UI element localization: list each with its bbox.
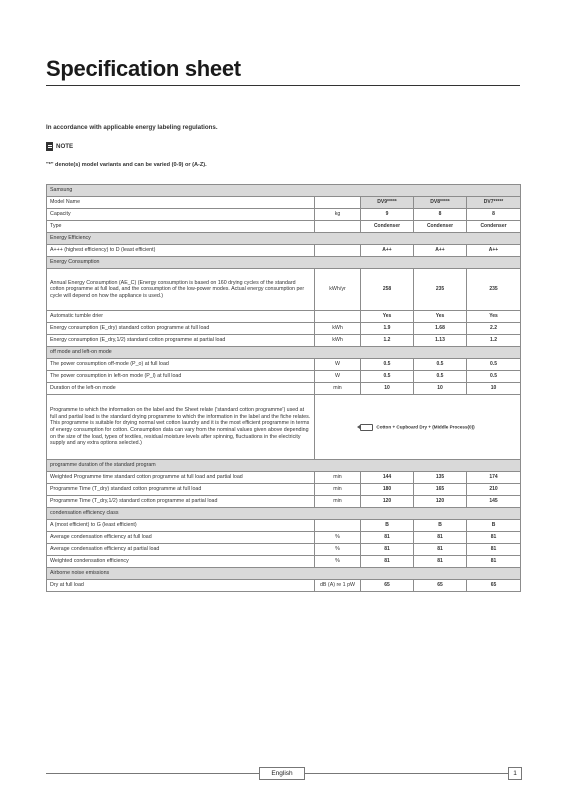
value-cell: 81 — [467, 544, 521, 556]
condensation-partial-row — [47, 544, 521, 556]
value-cell: 81 — [361, 544, 414, 556]
value-cell: 120 — [414, 496, 467, 508]
model-name-cell: DV8***** — [414, 197, 467, 209]
row-unit: dB (A) re 1 pW — [315, 580, 361, 592]
row-label: Annual Energy Consumption (AE_C) (Energy consumption is based on 160 drying cycles of the standard cotton programme at full load, and the consumption of the low-power modes. Actual energy consumption per cycle will depend on how the appliance is used.) — [47, 269, 315, 311]
model-name-cell: DV9***** — [361, 197, 414, 209]
row-unit — [315, 520, 361, 532]
automatic-drier-row — [47, 311, 521, 323]
row-unit — [315, 311, 361, 323]
section-energy-consumption — [47, 257, 521, 269]
capacity-row — [47, 209, 521, 221]
value-cell: 174 — [467, 472, 521, 484]
row-unit: % — [315, 532, 361, 544]
value-cell: 0.5 — [414, 359, 467, 371]
value-cell: B — [414, 520, 467, 532]
value-cell: B — [467, 520, 521, 532]
value-cell: 8 — [467, 209, 521, 221]
value-cell: 81 — [467, 532, 521, 544]
row-label: A (most efficient) to G (least efficient) — [47, 520, 315, 532]
row-label: Programme Time (T_dry,1/2) standard cotton programme at partial load — [47, 496, 315, 508]
standard-programme-row — [47, 395, 521, 460]
model-name-label: Model Name — [47, 197, 315, 209]
value-cell: Condenser — [414, 221, 467, 233]
value-cell: Condenser — [467, 221, 521, 233]
row-unit: kWh — [315, 323, 361, 335]
value-cell: 120 — [361, 496, 414, 508]
value-cell: Condenser — [361, 221, 414, 233]
value-cell: Yes — [467, 311, 521, 323]
section-heading: Airborne noise emissions — [47, 568, 521, 580]
value-cell: 9 — [361, 209, 414, 221]
value-cell: 81 — [361, 532, 414, 544]
row-label: Weighted condensation efficiency — [47, 556, 315, 568]
section-off-mode — [47, 347, 521, 359]
condensation-weighted-row — [47, 556, 521, 568]
value-cell: 145 — [467, 496, 521, 508]
value-cell: 235 — [467, 269, 521, 311]
row-unit: min — [315, 383, 361, 395]
left-on-duration-row — [47, 383, 521, 395]
value-cell: 65 — [361, 580, 414, 592]
row-unit: % — [315, 556, 361, 568]
note-label: NOTE — [56, 143, 74, 150]
value-cell: 81 — [467, 556, 521, 568]
spec-table — [46, 184, 521, 592]
arrow-left-icon — [360, 424, 373, 431]
row-unit — [315, 245, 361, 257]
value-cell: A++ — [467, 245, 521, 257]
off-mode-power-row — [47, 359, 521, 371]
value-cell: Yes — [414, 311, 467, 323]
value-cell: 180 — [361, 484, 414, 496]
value-cell: 1.2 — [467, 335, 521, 347]
section-noise — [47, 568, 521, 580]
row-label: Energy consumption (E_dry,1/2) standard cotton programme at partial load — [47, 335, 315, 347]
row-label: Average condensation efficiency at full load — [47, 532, 315, 544]
weighted-time-row — [47, 472, 521, 484]
title-divider — [46, 85, 520, 86]
row-label: Programme to which the information on the label and the Sheet relate ('standard cotton programme') used at full and partial load is the standard drying programme to which the information in the label and the fiche relates. This programme is suitable for drying normal wet cotton laundry and it is the most efficient programme in terms of energy consumption for cotton. Consumption data can vary from the nominal values given above depending on the size of the load, types of textiles, residual moisture levels after spinning, fluctuations in the electricity supply and any extra options selected.) — [47, 395, 315, 460]
value-cell: 0.5 — [414, 371, 467, 383]
value-cell: A++ — [361, 245, 414, 257]
value-cell: 65 — [414, 580, 467, 592]
note-icon — [46, 142, 53, 151]
row-unit: min — [315, 472, 361, 484]
energy-partial-load-row — [47, 335, 521, 347]
value-cell: 81 — [414, 544, 467, 556]
row-unit: % — [315, 544, 361, 556]
type-row — [47, 221, 521, 233]
row-unit: W — [315, 371, 361, 383]
value-cell: Yes — [361, 311, 414, 323]
section-heading: off mode and left-on mode — [47, 347, 521, 359]
section-condensation — [47, 508, 521, 520]
condensation-full-row — [47, 532, 521, 544]
left-on-power-row — [47, 371, 521, 383]
row-label: Dry at full load — [47, 580, 315, 592]
page-number: 1 — [508, 767, 522, 780]
row-label: The power consumption off-mode (P_o) at full load — [47, 359, 315, 371]
value-cell: 144 — [361, 472, 414, 484]
time-full-load-row — [47, 484, 521, 496]
value-cell: 135 — [414, 472, 467, 484]
value-cell: 8 — [414, 209, 467, 221]
value-cell: A++ — [414, 245, 467, 257]
value-cell: 0.5 — [467, 359, 521, 371]
programme-value-cell — [315, 395, 521, 460]
footer-language: English — [259, 767, 305, 780]
row-label: Capacity — [47, 209, 315, 221]
row-label: A+++ (highest efficiency) to D (least efficient) — [47, 245, 315, 257]
value-cell: 0.5 — [467, 371, 521, 383]
energy-full-load-row — [47, 323, 521, 335]
value-cell: B — [361, 520, 414, 532]
section-heading: condensation efficiency class — [47, 508, 521, 520]
note-heading — [46, 142, 73, 151]
row-label: Duration of the left-on mode — [47, 383, 315, 395]
row-unit: W — [315, 359, 361, 371]
value-cell: 2.2 — [467, 323, 521, 335]
value-cell: 10 — [361, 383, 414, 395]
value-cell: 258 — [361, 269, 414, 311]
section-energy-efficiency — [47, 233, 521, 245]
section-heading: Energy Consumption — [47, 257, 521, 269]
value-cell: 10 — [414, 383, 467, 395]
row-label: Weighted Programme time standard cotton programme at full load and partial load — [47, 472, 315, 484]
value-cell: 210 — [467, 484, 521, 496]
condensation-class-row — [47, 520, 521, 532]
row-unit: min — [315, 484, 361, 496]
section-heading: Energy Efficiency — [47, 233, 521, 245]
brand-label: Samsung — [47, 185, 521, 197]
value-cell: 165 — [414, 484, 467, 496]
section-programme-duration — [47, 460, 521, 472]
row-label: Average condensation efficiency at partial load — [47, 544, 315, 556]
row-label: Programme Time (T_dry) standard cotton programme at full load — [47, 484, 315, 496]
efficiency-class-row — [47, 245, 521, 257]
value-cell: 1.68 — [414, 323, 467, 335]
value-cell: 1.13 — [414, 335, 467, 347]
value-cell: 81 — [414, 556, 467, 568]
value-cell: 0.5 — [361, 371, 414, 383]
annual-consumption-row — [47, 269, 521, 311]
value-cell: 235 — [414, 269, 467, 311]
page-title: Specification sheet — [46, 56, 241, 81]
value-cell: 1.9 — [361, 323, 414, 335]
row-unit — [315, 221, 361, 233]
model-name-row — [47, 197, 521, 209]
value-cell: 81 — [414, 532, 467, 544]
value-cell: 65 — [467, 580, 521, 592]
brand-row — [47, 185, 521, 197]
value-cell: 0.5 — [361, 359, 414, 371]
row-label: Energy consumption (E_dry) standard cotton programme at full load — [47, 323, 315, 335]
value-cell: 1.2 — [361, 335, 414, 347]
time-partial-load-row — [47, 496, 521, 508]
row-label: Type — [47, 221, 315, 233]
intro-text: In accordance with applicable energy labeling regulations. — [46, 124, 218, 131]
programme-value: Cotton + Cupboard Dry + (Middle Process(0)) — [376, 424, 475, 430]
row-unit: kWh — [315, 335, 361, 347]
row-unit: kWh/yr — [315, 269, 361, 311]
noise-row — [47, 580, 521, 592]
model-name-cell: DV7***** — [467, 197, 521, 209]
note-text: "*" denote(s) model variants and can be varied (0-9) or (A-Z). — [46, 162, 207, 168]
row-label: The power consumption in left-on mode (P_l) at full load — [47, 371, 315, 383]
section-heading: programme duration of the standard program — [47, 460, 521, 472]
value-cell: 10 — [467, 383, 521, 395]
row-unit: min — [315, 496, 361, 508]
value-cell: 81 — [361, 556, 414, 568]
row-label: Automatic tumble drier — [47, 311, 315, 323]
row-unit: kg — [315, 209, 361, 221]
